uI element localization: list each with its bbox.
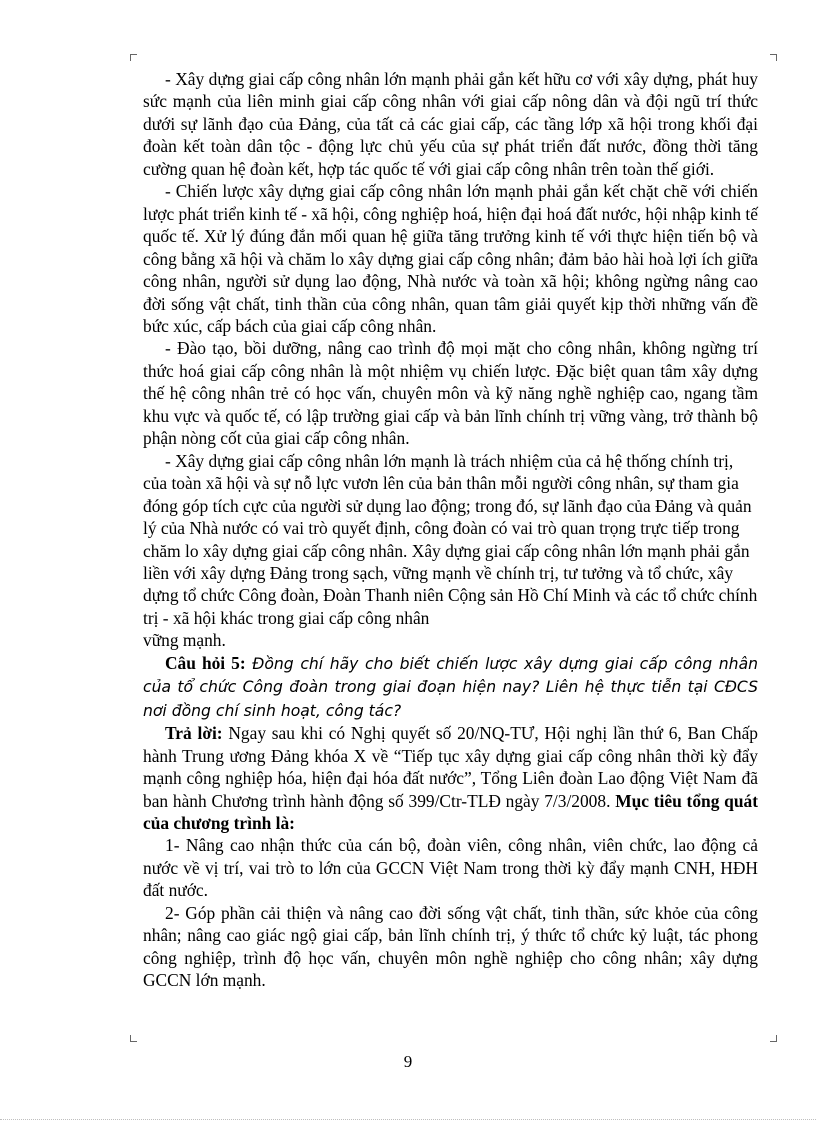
answer-text: Ngay sau khi có Nghị quyết số 20/NQ-TƯ, Hội nghị lần thứ 6, Ban Chấp hành Trung ương Đảng khóa X về “Tiếp tục xây dựng giai cấp công nhân thời kỳ đẩy mạnh công nghiệp hóa, hiện đại hóa đất nước”, Tổng Liên đoàn Lao động Việt Nam đã ban hành Chương trình hành động số 399/Ctr-TLĐ ngày 7/3/2008. <box>143 723 758 811</box>
page-number: 9 <box>403 1052 413 1071</box>
paragraph-4: - Xây dựng giai cấp công nhân lớn mạnh là trách nhiệm của cả hệ thống chính trị, của toàn xã hội và sự nỗ lực vươn lên của bản thân mỗi người công nhân, sự tham gia đóng góp tích cực của người sử dụng lao động; trong đó, sự lãnh đạo của Đảng và quản lý của Nhà nước có vai trò quyết định, công đoàn có vai trò quan trọng trực tiếp trong chăm lo xây dựng giai cấp công nhân. Xây dựng giai cấp công nhân lớn mạnh phải gắn liền với xây dựng Đảng trong sạch, vững mạnh về chính trị, tư tưởng và tổ chức, xây dựng tổ chức Công đoàn, Đoàn Thanh niên Cộng sản Hồ Chí Minh và các tổ chức chính trị - xã hội khác trong giai cấp công nhân <box>143 450 758 628</box>
goal-1: 1- Nâng cao nhận thức của cán bộ, đoàn viên, công nhân, viên chức, lao động cả nước về vị trí, vai trò to lớn của GCCN Việt Nam trong thời kỳ đẩy mạnh CNH, HĐH đất nước. <box>143 835 758 901</box>
answer <box>143 722 758 834</box>
body-text <box>143 68 758 992</box>
answer-label: Trả lời: <box>165 723 223 744</box>
crop-mark-top-left <box>130 54 137 61</box>
paragraph-3: - Đào tạo, bồi dưỡng, nâng cao trình độ mọi mặt cho công nhân, không ngừng trí thức hoá giai cấp công nhân là một nhiệm vụ chiến lược. Đặc biệt quan tâm xây dựng thế hệ công nhân trẻ có học vấn, chuyên môn và kỹ năng nghề nghiệp cao, ngang tầm khu vực và quốc tế, có lập trường giai cấp và bản lĩnh chính trị vững vàng, trở thành bộ phận nòng cốt của giai cấp công nhân. <box>143 338 758 449</box>
paragraph-2: - Chiến lược xây dựng giai cấp công nhân lớn mạnh phải gắn kết chặt chẽ với chiến lược phát triển kinh tế - xã hội, công nghiệp hoá, hiện đại hoá đất nước, hội nhập kinh tế quốc tế. Xử lý đúng đắn mối quan hệ giữa tăng trưởng kinh tế với thực hiện tiến bộ và công bằng xã hội và chăm lo xây dựng giai cấp công nhân; đảm bảo hài hoà lợi ích giữa công nhân, người sử dụng lao động, Nhà nước và toàn xã hội; không ngừng nâng cao đời sống vật chất, tinh thần của công nhân, quan tâm giải quyết kịp thời những vấn đề bức xúc, cấp bách của giai cấp công nhân. <box>143 181 758 336</box>
paragraph-1: - Xây dựng giai cấp công nhân lớn mạnh phải gắn kết hữu cơ với xây dựng, phát huy sức mạnh của liên minh giai cấp công nhân với giai cấp nông dân và đội ngũ trí thức dưới sự lãnh đạo của Đảng, của tất cả các giai cấp, các tầng lớp xã hội trong khối đại đoàn kết toàn dân tộc - động lực chủ yếu của sự phát triển đất nước, đồng thời tăng cường quan hệ đoàn kết, hợp tác quốc tế với giai cấp công nhân trên toàn thế giới. <box>143 69 758 179</box>
footer-divider <box>0 1119 816 1120</box>
crop-mark-bottom-right <box>770 1035 777 1042</box>
crop-mark-top-right <box>770 54 777 61</box>
question-5 <box>143 652 758 722</box>
goal-2: 2- Góp phần cải thiện và nâng cao đời sống vật chất, tinh thần, sức khỏe của công nhân; nâng cao giác ngộ giai cấp, bản lĩnh chính trị, ý thức tổ chức kỷ luật, tác phong công nghiệp, trình độ học vấn, chuyên môn nghề nghiệp cho công nhân; xây dựng GCCN lớn mạnh. <box>143 902 758 991</box>
question-label: Câu hỏi 5: <box>165 652 246 673</box>
goal-heading: Mục tiêu tổng quát của chương trình là: <box>143 790 758 833</box>
paragraph-4-continuation: vững mạnh. <box>143 630 226 651</box>
question-text: Đồng chí hãy cho biết chiến lược xây dựng giai cấp công nhân của tổ chức Công đoàn trong giai đoạn hiện nay? Liên hệ thực tiễn tại CĐCS nơi đồng chí sinh hoạt, công tác? <box>143 654 759 720</box>
crop-mark-bottom-left <box>130 1035 137 1042</box>
